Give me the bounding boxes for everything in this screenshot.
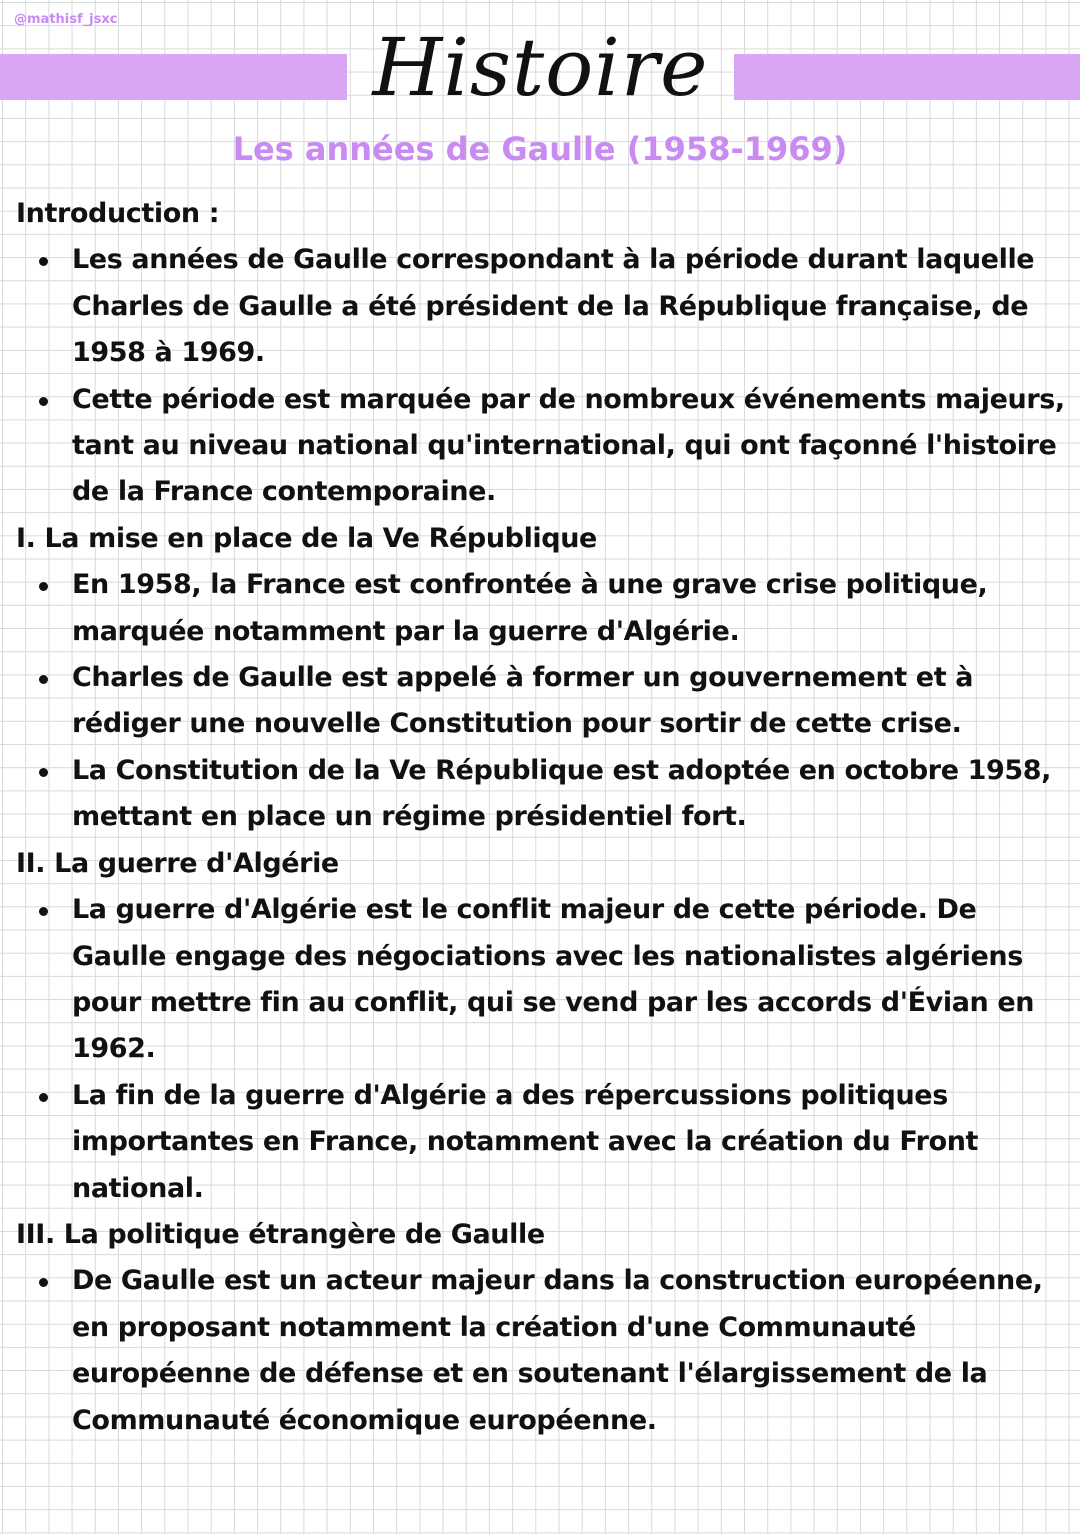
page-subtitle: Les années de Gaulle (1958-1969) xyxy=(232,130,848,168)
author-handle: @mathisf_jsxc xyxy=(14,12,118,27)
notes-content xyxy=(16,191,1074,1444)
page-title: Histoire xyxy=(372,21,709,114)
bullet-list xyxy=(16,887,1074,1212)
section-heading: Introduction : xyxy=(16,198,220,229)
section-heading: I. La mise en place de la Ve République xyxy=(16,522,597,554)
section-introduction xyxy=(16,191,1074,516)
bullet-item: La guerre d'Algérie est le conflit majeur de cette période. De Gaulle engage des négociations avec les nationalistes algériens pour mettre fin au conflit, qui se vend par les accords d'Évian en 1962. xyxy=(16,887,1074,1073)
section-heading: II. La guerre d'Algérie xyxy=(16,847,339,879)
section-politique-etrangere xyxy=(16,1212,1074,1444)
section-heading: III. La politique étrangère de Gaulle xyxy=(16,1218,545,1250)
bullet-item: De Gaulle est un acteur majeur dans la construction européenne, en proposant notamment la création d'une Communauté européenne de défense et en soutenant l'élargissement de la Communauté économique européenne. xyxy=(16,1258,1074,1444)
bullet-item: Cette période est marquée par de nombreux événements majeurs, tant au niveau national qu'international, qui ont façonné l'histoire de la France contemporaine. xyxy=(16,377,1074,516)
bullet-list xyxy=(16,562,1074,840)
title-band-right xyxy=(734,54,1080,100)
bullet-item: La Constitution de la Ve République est adoptée en octobre 1958, mettant en place un régime présidentiel fort. xyxy=(16,748,1074,841)
bullet-list xyxy=(16,237,1074,515)
bullet-item: Charles de Gaulle est appelé à former un gouvernement et à rédiger une nouvelle Constitution pour sortir de cette crise. xyxy=(16,655,1074,748)
bullet-item: Les années de Gaulle correspondant à la période durant laquelle Charles de Gaulle a été président de la République française, de 1958 à 1969. xyxy=(16,237,1074,376)
section-guerre-algerie xyxy=(16,841,1074,1212)
title-band-left xyxy=(0,54,347,100)
section-ve-republique xyxy=(16,516,1074,841)
bullet-item: La fin de la guerre d'Algérie a des répercussions politiques importantes en France, notamment avec la création du Front national. xyxy=(16,1073,1074,1212)
bullet-item: En 1958, la France est confrontée à une grave crise politique, marquée notamment par la guerre d'Algérie. xyxy=(16,562,1074,655)
bullet-list xyxy=(16,1258,1074,1444)
